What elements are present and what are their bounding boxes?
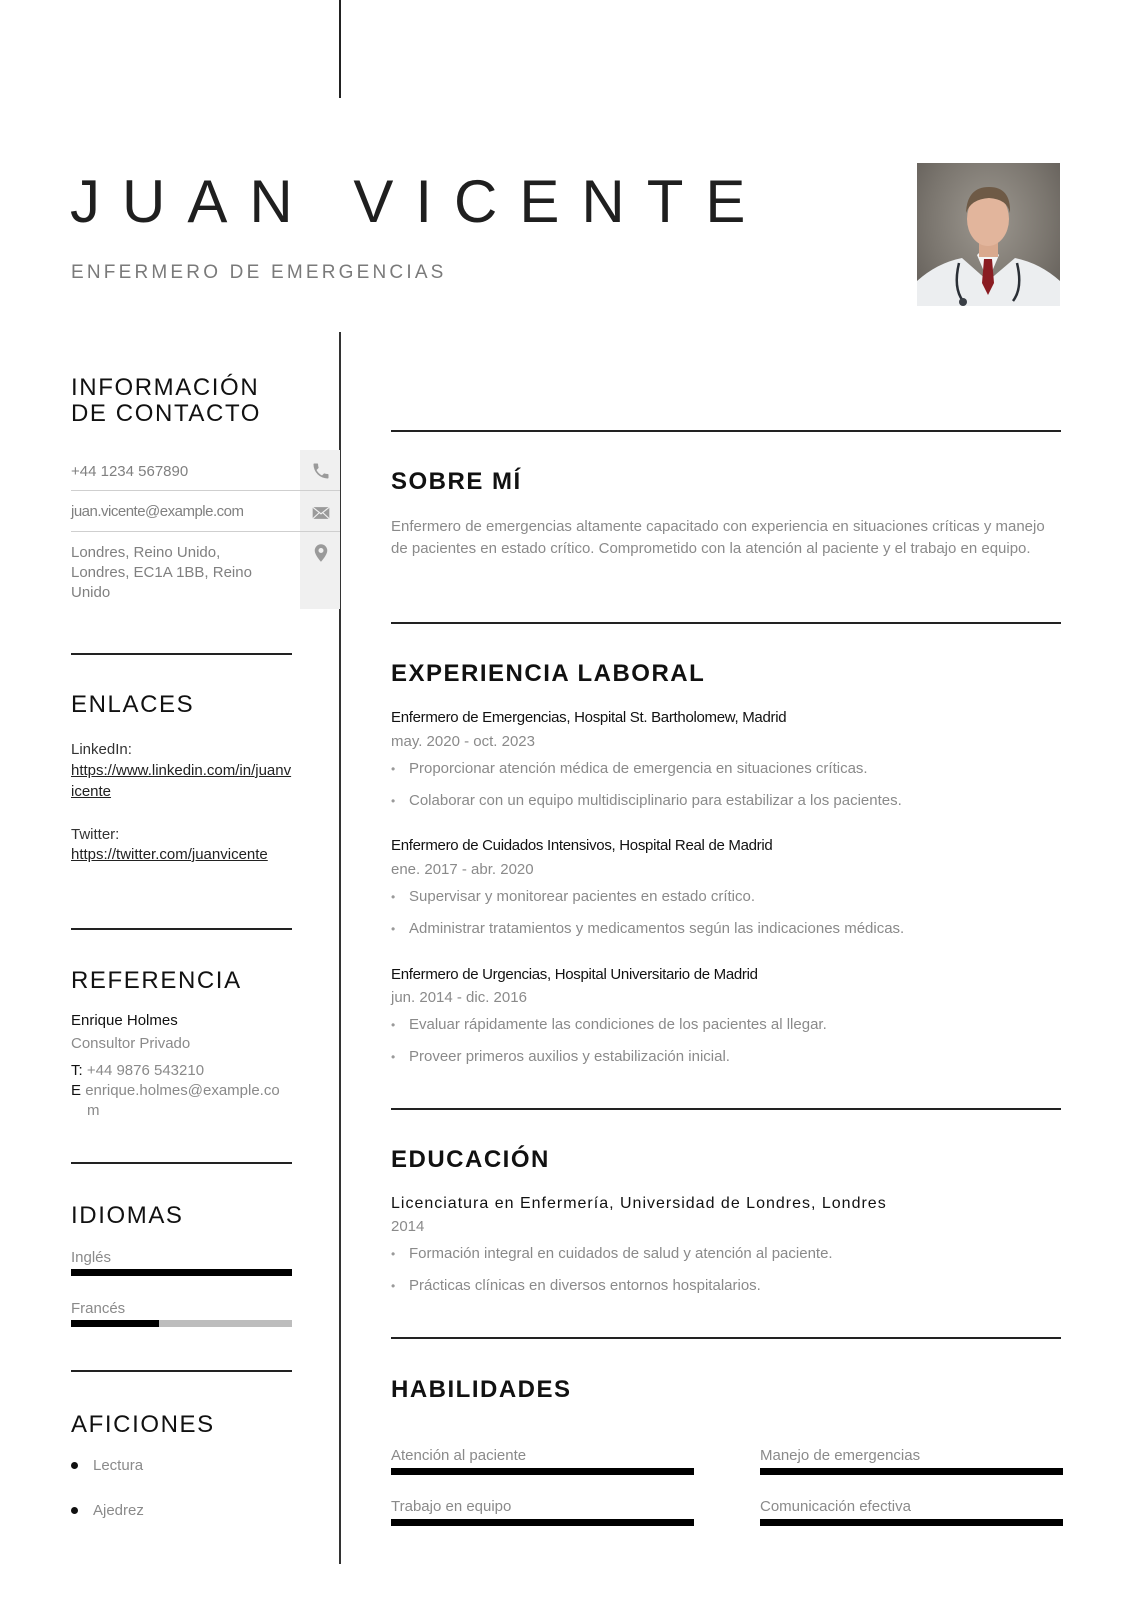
reference-phone-prefix: T: <box>71 1062 83 1079</box>
bullet-dot-icon: • <box>391 1247 396 1261</box>
job-dates: ene. 2017 - abr. 2020 <box>391 861 534 878</box>
section-divider <box>391 1337 1061 1339</box>
hobby-item <box>71 1457 143 1474</box>
section-divider <box>391 1108 1061 1110</box>
contact-email[interactable]: juan.vicente@example.com <box>71 503 244 520</box>
job-bullet <box>391 888 755 905</box>
reference-email[interactable]: enrique.holmes@example.com <box>85 1082 280 1119</box>
linkedin-link[interactable]: https://www.linkedin.com/in/juanvicente <box>71 762 292 800</box>
about-text: Enfermero de emergencias altamente capacitado con experiencia en situaciones críticas y manejo de pacientes en estado crítico. Comprometido con la atención al paciente y el trabajo en equipo. <box>391 518 1045 557</box>
profile-photo <box>917 163 1060 306</box>
envelope-icon <box>311 503 331 523</box>
job-dates: jun. 2014 - dic. 2016 <box>391 989 527 1006</box>
contact-separator <box>71 531 340 532</box>
reference-phone: +44 9876 543210 <box>86 1062 205 1079</box>
links-heading: ENLACES <box>71 691 195 718</box>
bullet-dot-icon: • <box>391 1018 396 1032</box>
job-title: Enfermero de Emergencias, Hospital St. Bartholomew, Madrid <box>391 709 787 726</box>
bullet-text: Administrar tratamientos y medicamentos según las indicaciones médicas. <box>409 920 905 937</box>
skill-name: Trabajo en equipo <box>391 1498 512 1515</box>
job-bullet <box>391 792 902 809</box>
twitter-label: Twitter: <box>71 826 120 843</box>
bullet-dot-icon: • <box>391 1279 396 1293</box>
section-divider <box>391 622 1061 624</box>
bullet-text: Prácticas clínicas en diversos entornos hospitalarios. <box>409 1277 761 1294</box>
bullet-dot-icon: • <box>391 762 396 776</box>
bullet-dot-icon: • <box>391 890 396 904</box>
skill-level-fill <box>391 1519 694 1526</box>
candidate-title: ENFERMERO DE EMERGENCIAS <box>71 262 447 283</box>
languages-heading: IDIOMAS <box>71 1202 184 1229</box>
hobby-label: Ajedrez <box>93 1502 144 1519</box>
contact-heading-line1: INFORMACIÓN <box>71 374 260 401</box>
contact-heading-line2: DE CONTACTO <box>71 400 262 427</box>
bullet-text: Colaborar con un equipo multidisciplinario para estabilizar a los pacientes. <box>409 792 902 809</box>
job-title: Enfermero de Cuidados Intensivos, Hospital Real de Madrid <box>391 837 773 854</box>
language-name: Inglés <box>71 1249 112 1266</box>
job-bullet <box>391 920 904 937</box>
skill-level-bar <box>760 1468 1063 1475</box>
phone-icon <box>311 461 331 481</box>
contact-address: Londres, Reino Unido, Londres, EC1A 1BB, Reino Unido <box>71 544 252 601</box>
language-level-fill <box>71 1269 292 1276</box>
experience-heading: EXPERIENCIA LABORAL <box>391 660 706 687</box>
skill-level-bar <box>760 1519 1063 1526</box>
skill-level-fill <box>760 1519 1063 1526</box>
bullet-text: Formación integral en cuidados de salud y atención al paciente. <box>409 1245 833 1262</box>
skill-level-bar <box>391 1519 694 1526</box>
reference-email-row <box>71 1081 281 1121</box>
education-title: Licenciatura en Enfermería, Universidad de Londres, Londres <box>391 1195 887 1212</box>
contact-heading <box>71 375 261 427</box>
language-level-bar <box>71 1269 292 1276</box>
skill-name: Atención al paciente <box>391 1447 527 1464</box>
reference-heading: REFERENCIA <box>71 967 242 994</box>
candidate-name: JUAN VICENTE <box>70 168 768 235</box>
skill-level-bar <box>391 1468 694 1475</box>
skill-name: Comunicación efectiva <box>760 1498 911 1515</box>
section-divider <box>391 430 1061 432</box>
reference-phone-row <box>71 1061 291 1081</box>
bullet-dot-icon: • <box>391 922 396 936</box>
language-level-fill <box>71 1320 159 1327</box>
twitter-link[interactable]: https://twitter.com/juanvicente <box>71 846 268 863</box>
job-dates: may. 2020 - oct. 2023 <box>391 733 535 750</box>
about-heading: SOBRE MÍ <box>391 468 522 495</box>
section-divider <box>71 1370 292 1372</box>
contact-phone: +44 1234 567890 <box>71 463 189 480</box>
bullet-text: Evaluar rápidamente las condiciones de los pacientes al llegar. <box>409 1016 827 1033</box>
hobby-label: Lectura <box>93 1457 144 1474</box>
bullet-dot-icon: • <box>391 794 396 808</box>
bullet-dot-icon: • <box>391 1050 396 1064</box>
skill-level-fill <box>760 1468 1063 1475</box>
hobby-item <box>71 1502 144 1519</box>
education-bullet <box>391 1277 761 1294</box>
education-bullet <box>391 1245 833 1262</box>
reference-name: Enrique Holmes <box>71 1012 178 1029</box>
bullet-dot-icon <box>71 1462 78 1469</box>
skill-level-fill <box>391 1468 694 1475</box>
education-date: 2014 <box>391 1218 425 1235</box>
education-heading: EDUCACIÓN <box>391 1146 550 1173</box>
section-divider <box>71 1162 292 1164</box>
top-vertical-divider <box>339 0 341 98</box>
skill-name: Manejo de emergencias <box>760 1447 921 1464</box>
map-pin-icon <box>311 543 331 563</box>
reference-role: Consultor Privado <box>71 1035 191 1052</box>
bullet-text: Proveer primeros auxilios y estabilización inicial. <box>409 1048 730 1065</box>
bullet-text: Proporcionar atención médica de emergencia en situaciones críticas. <box>409 760 868 777</box>
language-level-bar <box>71 1320 292 1327</box>
hobbies-heading: AFICIONES <box>71 1411 215 1438</box>
bullet-dot-icon <box>71 1507 78 1514</box>
section-divider <box>71 653 292 655</box>
job-bullet <box>391 1048 730 1065</box>
reference-email-prefix: E <box>71 1082 82 1099</box>
section-divider <box>71 928 292 930</box>
job-bullet <box>391 1016 827 1033</box>
job-title: Enfermero de Urgencias, Hospital Universitario de Madrid <box>391 966 758 983</box>
portrait-image <box>917 163 1060 306</box>
linkedin-label: LinkedIn: <box>71 741 132 758</box>
language-name: Francés <box>71 1300 126 1317</box>
job-bullet <box>391 760 868 777</box>
bullet-text: Supervisar y monitorear pacientes en estado crítico. <box>409 888 756 905</box>
skills-heading: HABILIDADES <box>391 1376 572 1403</box>
contact-separator <box>71 490 340 491</box>
